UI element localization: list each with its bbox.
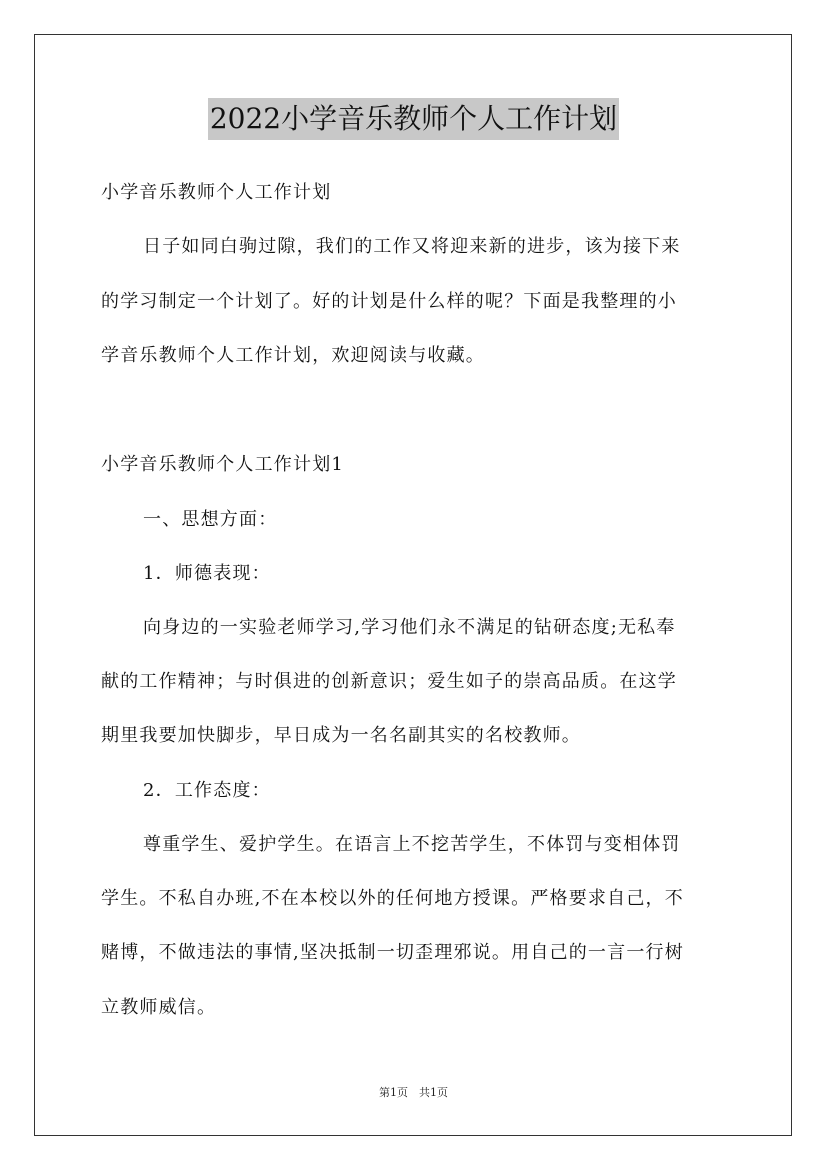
title-container <box>0 98 827 140</box>
item1-line-1: 向身边的一实验老师学习,学习他们永不满足的钻研态度;无私奉 <box>143 617 676 638</box>
document-subtitle: 小学音乐教师个人工作计划 <box>101 182 332 203</box>
item1-heading: 1．师德表现： <box>143 563 271 584</box>
intro-line-2: 的学习制定一个计划了。好的计划是什么样的呢？下面是我整理的小 <box>101 291 677 312</box>
item2-heading: 2．工作态度： <box>143 780 271 801</box>
intro-line-1: 日子如同白驹过隙，我们的工作又将迎来新的进步，该为接下来 <box>143 236 681 257</box>
item2-line-1: 尊重学生、爱护学生。在语言上不挖苦学生，不体罚与变相体罚 <box>143 834 681 855</box>
page-footer: 第1页 共1页 <box>379 1086 448 1099</box>
item2-line-3: 赌博，不做违法的事情,坚决抵制一切歪理邪说。用自己的一言一行树 <box>101 942 684 963</box>
item2-line-4: 立教师威信。 <box>101 997 217 1018</box>
intro-line-3: 学音乐教师个人工作计划，欢迎阅读与收藏。 <box>101 345 485 366</box>
section1-heading: 小学音乐教师个人工作计划1 <box>101 454 345 475</box>
item2-line-2: 学生。不私自办班,不在本校以外的任何地方授课。严格要求自己，不 <box>101 888 684 909</box>
item1-line-3: 期里我要加快脚步，早日成为一名名副其实的名校教师。 <box>101 725 581 746</box>
item1-line-2: 献的工作精神；与时俱进的创新意识；爱生如子的崇高品质。在这学 <box>101 671 677 692</box>
part1-heading: 一、思想方面： <box>143 509 278 530</box>
document-title: 2022小学音乐教师个人工作计划 <box>208 98 619 140</box>
